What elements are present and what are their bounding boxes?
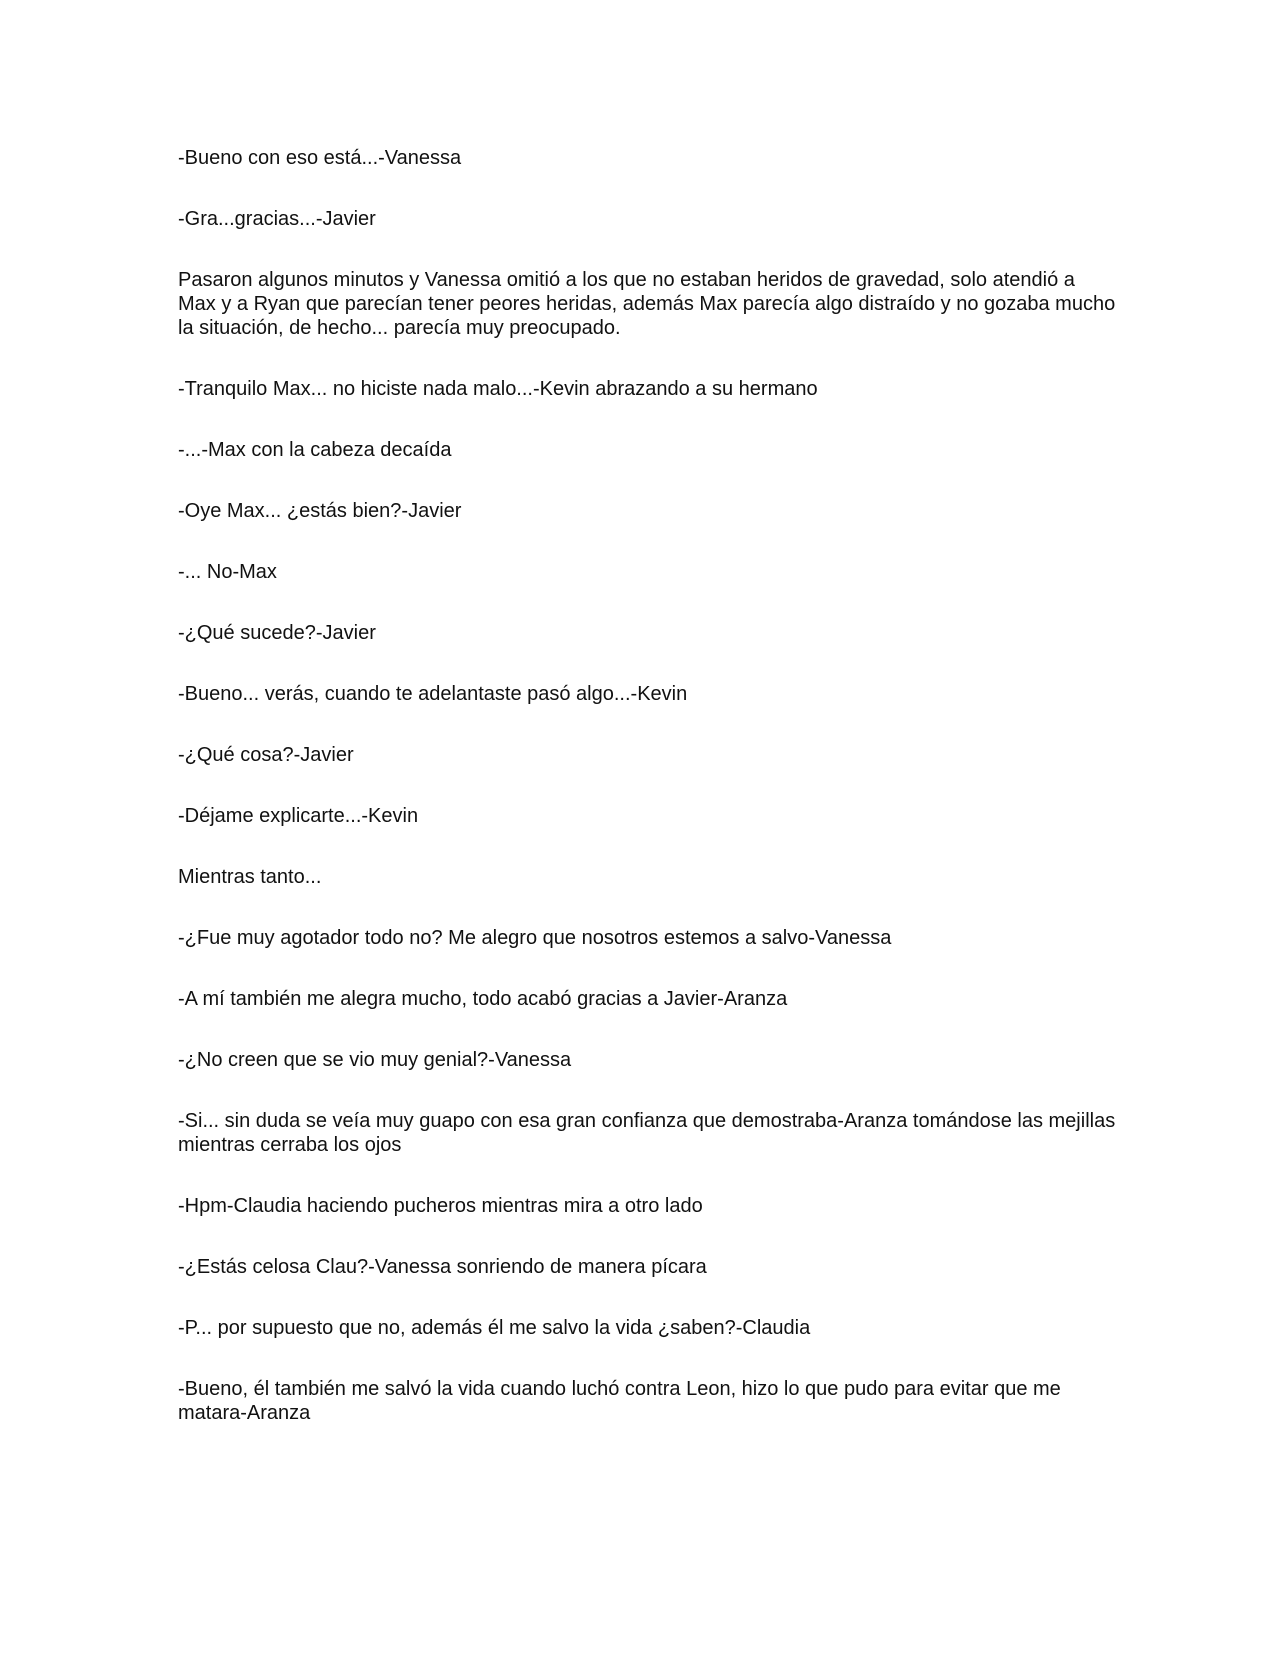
paragraph: -Oye Max... ¿estás bien?-Javier <box>178 500 462 522</box>
paragraph: -Bueno... verás, cuando te adelantaste pasó algo...-Kevin <box>178 683 688 705</box>
paragraph: -Hpm-Claudia haciendo pucheros mientras mira a otro lado <box>178 1195 703 1217</box>
paragraph: -A mí también me alegra mucho, todo acabó gracias a Javier-Aranza <box>178 988 788 1010</box>
document-body <box>178 146 1118 1462</box>
paragraph: -Bueno con eso está...-Vanessa <box>178 147 462 169</box>
paragraph: -Bueno, él también me salvó la vida cuando luchó contra Leon, hizo lo que pudo para evitar que me matara-Aranza <box>178 1378 1061 1424</box>
paragraph: -¿No creen que se vio muy genial?-Vanessa <box>178 1049 572 1071</box>
paragraph: -Déjame explicarte...-Kevin <box>178 805 419 827</box>
paragraph: -...-Max con la cabeza decaída <box>178 439 452 461</box>
paragraph: -¿Estás celosa Clau?-Vanessa sonriendo de manera pícara <box>178 1256 707 1278</box>
paragraph: -Si... sin duda se veía muy guapo con esa gran confianza que demostraba-Aranza tomándose las mejillas mientras cerraba los ojos <box>178 1110 1116 1156</box>
narration-paragraph: Pasaron algunos minutos y Vanessa omitió a los que no estaban heridos de gravedad, solo atendió a Max y a Ryan que parecían tener peores heridas, además Max parecía algo distraído y no gozaba mucho la situación, de hecho... parecía muy preocupado. <box>178 269 1116 339</box>
paragraph: -Gra...gracias...-Javier <box>178 208 376 230</box>
paragraph: -¿Qué sucede?-Javier <box>178 622 376 644</box>
paragraph: -... No-Max <box>178 561 277 583</box>
paragraph: -¿Qué cosa?-Javier <box>178 744 354 766</box>
paragraph: -Tranquilo Max... no hiciste nada malo...-Kevin abrazando a su hermano <box>178 378 818 400</box>
paragraph: -P... por supuesto que no, además él me salvo la vida ¿saben?-Claudia <box>178 1317 811 1339</box>
paragraph: -¿Fue muy agotador todo no? Me alegro que nosotros estemos a salvo-Vanessa <box>178 927 892 949</box>
narration-paragraph: Mientras tanto... <box>178 866 322 888</box>
